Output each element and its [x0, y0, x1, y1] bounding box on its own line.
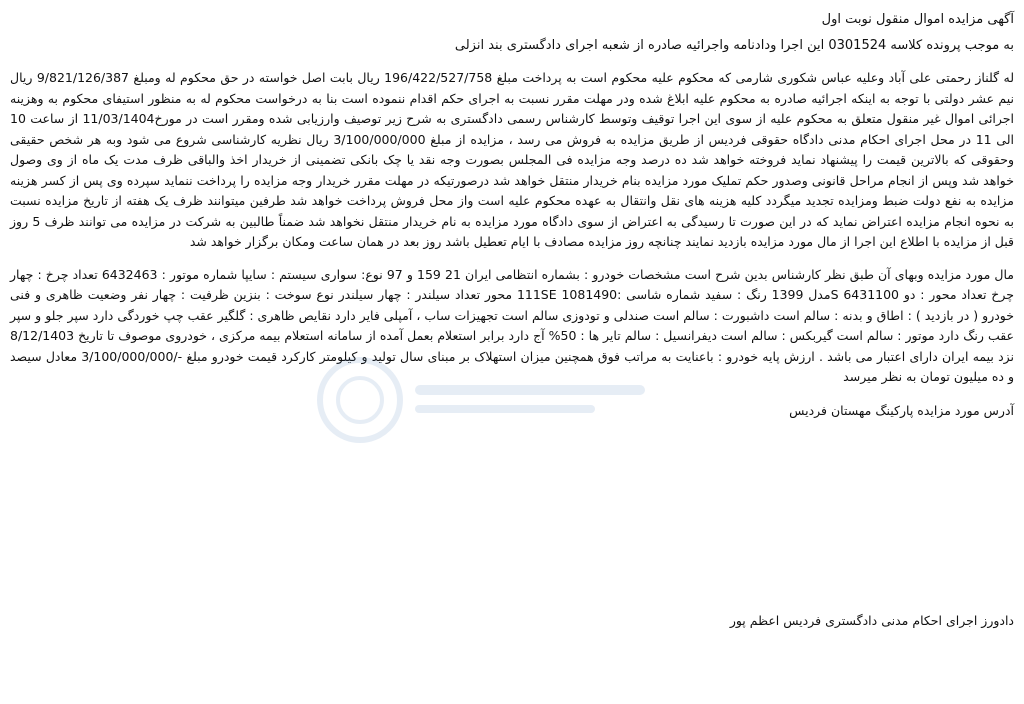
- notice-title: آگهی مزایده اموال منقول نوبت اول: [821, 12, 1014, 27]
- notice-subtitle: به موجب پرونده کلاسه 0301524 این اجرا ودادنامه واجرائیه صادره از شعبه اجرای دادگستری بند انزلی: [454, 38, 1014, 53]
- notice-paragraph-vehicle: مال مورد مزایده وبهای آن طبق نظر کارشناس بدین شرح است مشخصات خودرو : بشماره انتظامی ایران 21 159 و 97 نوع: سواری سیستم : سایپا شماره موتور : 6432463 تعداد چرخ : چهار چرخ تعداد محور : دو S 6431100مدل 1399 رنگ : سفید شماره شاسی :111SE 1081490 محور تعداد سیلندر : چهار سیلندر نوع سوخت : بنزین ظرفیت : چهار نفر وضعیت ظاهری و فنی خودرو ( در بازدید ) : اطاق و بدنه : سالم است داشبورت : سالم است صندلی و تودوزی سالم است تجهیزات ساب ، آمپلی فایر دارد نقایص ظاهری : گلگیر عقب چپ خوردگی دارد سپر جلو و سپر عقب رنگ دارد موتور : سالم است گیربکس : سالم است دیفرانسیل : سالم تایر ها : 50% آج دارد برابر استعلام بعمل آمده از سامانه استعلام بیمه مرکزی ، خودروی موصوف تا تاریخ 8/12/1403 نزد بیمه ایران دارای اعتبار می باشد . ارزش پایه خودرو : باعنایت به مراتب فوق همچنین میزان استهلاک بر مبنای سال تولید و کیلومتر کارکرد قیمت خودرو مبلغ -/3/100/000/000 معادل سیصد و ده میلیون تومان به نظر میرسد: [10, 266, 1015, 384]
- auction-address: آدرس مورد مزایده پارکینگ مهستان فردیس: [789, 402, 1014, 418]
- notice-paragraph-main: له گلناز رحمتی علی آباد وعلیه عباس شکوری شارمی که محکوم علیه محکوم است به پرداخت مبلغ 196/422/527/758 ریال بابت اصل خواسته در حق محکوم له ومبلغ 9/821/126/387 ریال نیم عشر دولتی با توجه به اینکه اجرائیه صادره به محکوم علیه ابلاغ شده ودر مهلت مقرر نسبت به اجرای حکم اقدام ننموده است بنا به درخواست محکوم له به منظور استیفای محکوم به وهزینه اجرائی اموال غیر منقول متعلق به محکوم علیه از سوی این اجرا توقیف وتوسط کارشناس رسمی دادگستری به شرح زیر توصیف وارزیابی شده ومقرر است در مورخ11/03/1404 از ساعت 10 الی 11 در محل اجرای احکام مدنی دادگاه حقوقی فردیس از طریق مزایده به فروش می رسد ، مزایده از مبلغ 3/100/000/000 ریال نظریه کارشناسی شروع می شود وبه هر شخص حقیقی وحقوقی که بالاترین قیمت را پیشنهاد نماید فروخته خواهد شد ده درصد وجه مزایده فی المجلس بصورت وجه نقد یا چک بانکی تضمینی از خریدار اخذ والباقی ظرف مدت یک ماه از وی وصول خواهد شد وپس از انجام مراحل قانونی وصدور حکم تملیک مورد مزایده بنام خریدار منتقل خواهد شد درصورتیکه در مهلت مقرر خریدار وجه مزایده را پرداخت ننماید سپرده وی پس از کسر هزینه مزایده به نفع دولت ضبط ومزایده تجدید میگردد کلیه هزینه های نقل وانتقال به عهده محکوم علیه است واز محل فروش پرداخت خواهد شد طرفین میتوانند ظرف یک هفته از تاریخ مزایده نسبت به نحوه انجام مزایده اعتراض نماید که در این صورت تا رسیدگی به اعتراض از سوی دادگاه مورد مزایده به نام خریدار منتقل نخواهد شد ضمناً طالبین به شرکت در مزایده می توانند ظرف 5 روز قبل از مزایده با اطلاع این اجرا از مال مورد مزایده بازدید نمایند چنانچه روز مزایده مصادف با ایام تعطیل باشد روز بعد در همان ساعت ومکان برگزار خواهد شد: [10, 70, 1014, 249]
- notice-signature: دادورز اجرای احکام مدنی دادگستری فردیس اعظم پور: [729, 613, 1014, 628]
